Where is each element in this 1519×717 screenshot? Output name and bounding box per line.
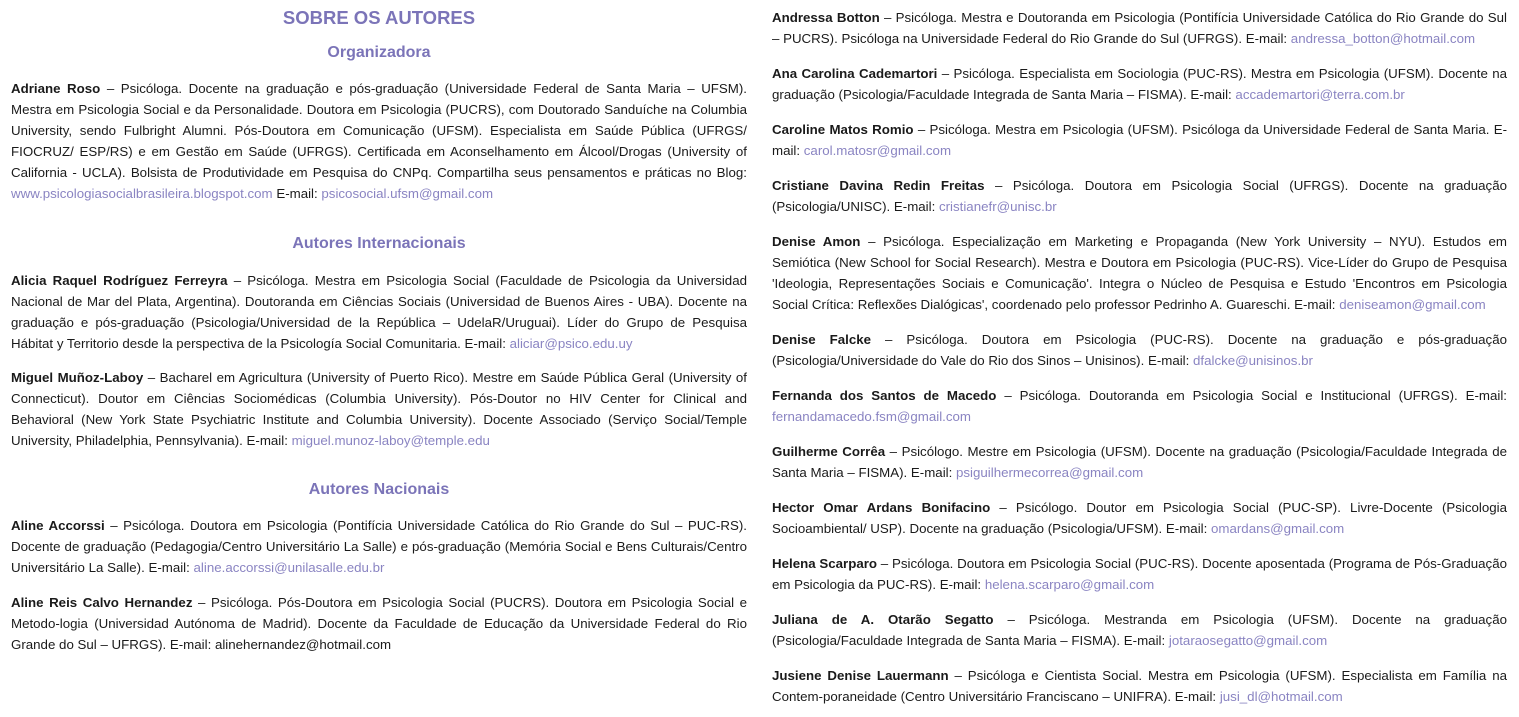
author-entry-falcke: [772, 329, 1507, 371]
author-bio: – Psicólogo. Doutor em Psicologia Social (PUC-SP). Livre-Docente (Psicologia Socioambiental/ USP). Docente na graduação (Psicologia/UFSM). E-mail:: [772, 500, 1507, 536]
author-bio: – Psicóloga. Mestra em Psicologia Social (Faculdade de Psicologia da Universidad Nacional de Mar del Plata, Argentina). Doutoranda em Ciências Sociais (Universidad de Buenos Aires - UBA). Docente na graduação e pós-graduação (Psicologia/Universidad de la República – UdelaR/Uruguai). Líder do Grupo de Pesquisa Hábitat y Territorio desde la perspectiva de la Psicología Social Comunitaria. E-mail:: [11, 273, 747, 351]
author-name: Denise Amon: [772, 234, 861, 249]
email-link[interactable]: helena.scarparo@gmail.com: [984, 577, 1155, 592]
email-link[interactable]: cristianefr@unisc.br: [938, 199, 1057, 214]
author-bio: – Psicóloga. Especialização em Marketing e Propaganda (New York University – NYU). Estudos em Semiótica (New School for Social Research). Mestra e Doutora em Psicologia (PUC-RS). Vice-Líder do Grupo de Pesquisa 'Ideologia, Representações Sociais e Comunicação'. Integra o Núcleo de Pesquisa e Estudo 'Encontros em Psicologia Social Crítica: Reflexões Dialógicas', coordenado pelo professor Pedrinho A. Guareschi. E-mail:: [772, 234, 1507, 312]
author-name: Denise Falcke: [772, 332, 872, 347]
author-bio: – Psicóloga. Doutoranda em Psicologia Social e Institucional (UFRGS). E-mail:: [996, 388, 1508, 403]
author-entry-romio: [772, 119, 1507, 161]
author-bio: – Psicólogo. Mestre em Psicologia (UFSM). Docente na graduação (Psicologia/Faculdade Integrada de Santa Maria – FISMA). E-mail:: [772, 444, 1507, 480]
author-entry-scarparo: [772, 553, 1507, 595]
email-link[interactable]: jotaraosegatto@gmail.com: [1168, 633, 1328, 648]
author-name: Caroline Matos Romio: [772, 122, 914, 137]
author-bio: – Psicóloga. Doutora em Psicologia (Pontifícia Universidade Católica do Rio Grande do Sul – PUC-RS). Docente de graduação (Pedagogia/Centro Universitário La Salle) e pós-graduação (Memória Social e Bens Culturais/Centro Universitário La Salle). E-mail:: [11, 518, 747, 575]
email-link[interactable]: jusi_dl@hotmail.com: [1219, 689, 1343, 704]
author-bio: – Psicóloga. Mestra e Doutoranda em Psicologia (Pontifícia Universidade Católica do Rio Grande do Sul – PUCRS). Psicóloga na Universidade Federal do Rio Grande do Sul (UFRGS). E-mail:: [772, 10, 1507, 46]
email-link[interactable]: miguel.munoz-laboy@temple.edu: [291, 433, 490, 448]
author-entry-lauermann: [772, 665, 1507, 707]
author-bio: – Psicóloga. Especialista em Sociologia (PUC-RS). Mestra em Psicologia (UFSM). Docente na graduação (Psicologia/Faculdade Integrada de Santa Maria – FISMA). E-mail:: [772, 66, 1507, 102]
email-link[interactable]: carol.matosr@gmail.com: [803, 143, 952, 158]
email-link[interactable]: accademartori@terra.com.br: [1235, 87, 1405, 102]
email-link[interactable]: psicosocial.ufsm@gmail.com: [321, 186, 494, 201]
author-entry-freitas: [772, 175, 1507, 217]
email-link[interactable]: deniseamon@gmail.com: [1339, 297, 1486, 312]
author-name: Hector Omar Ardans Bonifacino: [772, 500, 991, 515]
author-bio: – Bacharel em Agricultura (University of Puerto Rico). Mestre em Saúde Pública Geral (University of Connecticut). Doutor em Ciências Sociomédicas (Columbia University). Pós-Doutor no HIV Center for Clinical and Behavioral (New York State Psychiatric Institute and Columbia University). Docente Associado (Serviço Social/Temple University, Philadelphia, Pennsylvania). E-mail:: [11, 370, 747, 448]
section-heading-organizadora: Organizadora: [327, 44, 431, 61]
author-name: Aline Reis Calvo Hernandez: [11, 595, 193, 610]
page-title: SOBRE OS AUTORES: [282, 7, 476, 28]
email-link[interactable]: andressa_botton@hotmail.com: [1290, 31, 1476, 46]
author-name: Miguel Muñoz-Laboy: [11, 370, 144, 385]
author-bio: – Psicóloga. Pós-Doutora em Psicologia Social (PUCRS). Doutora em Psicologia Social e Metodo-logia (Universidad Autónoma de Madrid). Docente da Faculdade de Educação da Universidade Federal do Rio Grande do Sul – UFRGS). E-mail:: [11, 595, 748, 652]
email-link[interactable]: psiguilhermecorrea@gmail.com: [956, 465, 1144, 480]
right-column: [772, 7, 1507, 707]
section-heading-nacionais: Autores Nacionais: [308, 481, 450, 498]
author-entry-segatto: [772, 609, 1507, 651]
author-name: Aline Accorssi: [11, 518, 105, 533]
author-entry-ferreyra: [11, 270, 747, 354]
author-bio: – Psicóloga e Cientista Social. Mestra em Psicologia (UFSM). Especialista em Família na Contem-poraneidade (Centro Universitário Franciscano – UNIFRA). E-mail:: [772, 668, 1507, 704]
email-link[interactable]: omardans@gmail.com: [1211, 521, 1345, 536]
author-entry-correa: [772, 441, 1507, 483]
section-heading-internacionais: Autores Internacionais: [292, 235, 466, 252]
author-name: Juliana de A. Otarão Segatto: [772, 612, 994, 627]
email-link[interactable]: dfalcke@unisinos.br: [1193, 353, 1313, 368]
author-entry-roso: [11, 78, 747, 204]
email-link[interactable]: aliciar@psico.edu.uy: [509, 336, 633, 351]
author-entry-bonifacino: [772, 497, 1507, 539]
author-bio: – Psicóloga. Doutora em Psicologia Social (PUC-RS). Docente aposentada (Programa de Pós-Graduação em Psicologia da PUC-RS). E-mail:: [772, 556, 1507, 592]
author-name: Jusiene Denise Lauermann: [772, 668, 949, 683]
email-text[interactable]: alinehernandez@hotmail.com: [214, 637, 392, 652]
author-name: Cristiane Davina Redin Freitas: [772, 178, 985, 193]
author-name: Guilherme Corrêa: [772, 444, 886, 459]
email-link[interactable]: aline.accorssi@unilasalle.edu.br: [193, 560, 385, 575]
author-entry-laboy: [11, 367, 747, 451]
author-bio: – Psicóloga. Doutora em Psicologia Social (UFRGS). Docente na graduação (Psicologia/UNISC). E-mail:: [772, 178, 1507, 214]
email-link[interactable]: fernandamacedo.fsm@gmail.com: [772, 409, 971, 424]
author-name: Alicia Raquel Rodríguez Ferreyra: [11, 273, 228, 288]
author-name: Ana Carolina Cademartori: [772, 66, 938, 81]
author-name: Andressa Botton: [772, 10, 880, 25]
author-name: Fernanda dos Santos de Macedo: [772, 388, 997, 403]
author-entry-hernandez: [11, 592, 747, 655]
author-entry-botton: [772, 7, 1507, 49]
author-name: Helena Scarparo: [772, 556, 878, 571]
author-entry-amon: [772, 231, 1507, 315]
author-bio: – Psicóloga. Mestranda em Psicologia (UFSM). Docente na graduação (Psicologia/Faculdade Integrada de Santa Maria – FISMA). E-mail:: [772, 612, 1507, 648]
author-entry-accorssi: [11, 515, 747, 578]
author-entry-macedo: [772, 385, 1507, 427]
email-label: E-mail:: [272, 186, 322, 201]
author-entry-cademartori: [772, 63, 1507, 105]
author-name: Adriane Roso: [11, 81, 101, 96]
author-bio: – Psicóloga. Docente na graduação e pós-graduação (Universidade Federal de Santa Maria – UFSM). Mestra em Psicologia Social e da Personalidade. Doutora em Psicologia (PUCRS), com Doutorado Sanduíche na Columbia University, sendo Fulbright Alumni. Pós-Doutora em Comunicação (UFSM). Especialista em Saúde Pública (UFRGS/ FIOCRUZ/ ESP/RS) e em Gestão em Saúde (UFRGS). Certificada em Aconselhamento em Álcool/Drogas (University of California - UCLA). Bolsista de Produtividade em Pesquisa do CNPq. Compartilha seus pensamentos e práticas no Blog:: [11, 81, 747, 180]
left-column: [11, 0, 747, 655]
blog-link[interactable]: www.psicologiasocialbrasileira.blogspot.com: [11, 186, 273, 201]
author-bio: – Psicóloga. Mestra em Psicologia (UFSM). Psicóloga da Universidade Federal de Santa Maria. E-mail:: [772, 122, 1507, 158]
author-bio: – Psicóloga. Doutora em Psicologia (PUC-RS). Docente na graduação e pós-graduação (Psicologia/Universidade do Vale do Rio dos Sinos – Unisinos). E-mail:: [772, 332, 1507, 368]
